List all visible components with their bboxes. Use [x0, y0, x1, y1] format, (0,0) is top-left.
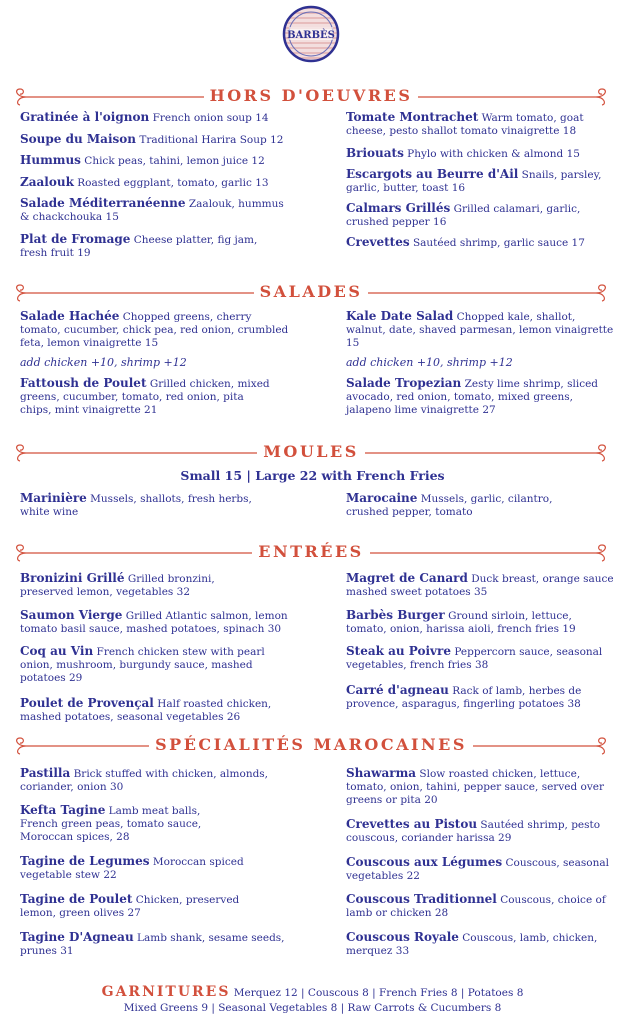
menu-item: [20, 931, 285, 958]
menu-item: [346, 202, 614, 229]
menu-item: [20, 767, 275, 794]
menu-item: [346, 147, 614, 161]
item-name: Salade Hachée: [20, 309, 120, 323]
item-desc: Half roasted chicken, mashed potatoes, seasonal vegetables 26: [20, 698, 272, 723]
item-name: Hummus: [20, 153, 81, 167]
menu-item: [346, 645, 614, 672]
item-name: Marinière: [20, 491, 87, 505]
item-name: Saumon Vierge: [20, 608, 123, 622]
item-desc: Chicken, preserved lemon, green olives 27: [20, 894, 240, 919]
item-desc: Moroccan spiced vegetable stew 22: [20, 856, 244, 881]
section-header-entrees: [12, 540, 610, 566]
item-desc: Lamb meat balls, French green peas, tomato sauce, Moroccan spices, 28: [20, 805, 202, 843]
item-name: Barbès Burger: [346, 608, 445, 622]
menu-item: [346, 767, 611, 807]
menu-item: [346, 492, 596, 519]
menu-item: [20, 154, 320, 168]
add-protein-note: add chicken +10, shrimp +12: [346, 356, 513, 369]
item-name: Zaalouk: [20, 175, 74, 189]
section-header-moules: [12, 440, 610, 466]
garnitures-list-2: Mixed Greens 9 | Seasonal Vegetables 8 | Raw Carrots & Cucumbers 8: [123, 1002, 502, 1014]
menu-item: [346, 893, 614, 920]
item-name: Shawarma: [346, 766, 417, 780]
menu-item: [346, 111, 614, 138]
section-title-hors: HORS D'OEUVRES: [204, 86, 419, 105]
logo-text: BARBÈS: [287, 30, 335, 41]
menu-item: [20, 111, 320, 125]
menu-item: [20, 804, 220, 844]
item-desc: Lamb shank, sesame seeds, prunes 31: [20, 932, 285, 957]
item-name: Plat de Fromage: [20, 232, 131, 246]
menu-item: [20, 133, 320, 147]
garnitures-line-1: [0, 986, 625, 1000]
item-name: Carré d'agneau: [346, 683, 449, 697]
item-desc: French onion soup 14: [152, 112, 269, 124]
item-desc: Slow roasted chicken, lettuce, tomato, onion, tahini, pepper sauce, served over greens or pita 20: [346, 768, 605, 806]
item-name: Steak au Poivre: [346, 644, 451, 658]
item-name: Kefta Tagine: [20, 803, 106, 817]
item-name: Soupe du Maison: [20, 132, 136, 146]
item-desc: Grilled calamari, garlic, crushed pepper 16: [346, 203, 581, 228]
item-desc: Brick stuffed with chicken, almonds, coriander, onion 30: [20, 768, 269, 793]
item-desc: Zaalouk, hummus & chackchouka 15: [20, 198, 284, 223]
menu-item: [346, 236, 614, 250]
menu-item: [346, 168, 614, 195]
item-desc: Sautéed shrimp, pesto couscous, coriander harissa 29: [346, 819, 601, 844]
item-name: Pastilla: [20, 766, 71, 780]
item-desc: Grilled Atlantic salmon, lemon tomato basil sauce, mashed potatoes, spinach 30: [20, 610, 288, 635]
item-desc: Grilled bronzini, preserved lemon, vegetables 32: [20, 573, 215, 598]
item-desc: Couscous, seasonal vegetables 22: [346, 857, 609, 882]
item-name: Fattoush de Poulet: [20, 376, 147, 390]
section-header-hors: [12, 84, 610, 110]
item-name: Gratinée à l'oignon: [20, 110, 150, 124]
garnitures-list-1: Merquez 12 | Couscous 8 | French Fries 8 | Potatoes 8: [233, 987, 524, 999]
item-name: Magret de Canard: [346, 571, 468, 585]
item-name: Marocaine: [346, 491, 418, 505]
menu-item: [20, 377, 270, 417]
item-desc: Couscous, choice of lamb or chicken 28: [346, 894, 606, 919]
menu-item: [346, 684, 616, 711]
menu-item: [346, 310, 618, 350]
moules-pricing: Small 15 | Large 22 with French Fries: [180, 468, 445, 483]
item-desc: Rack of lamb, herbes de provence, asparagus, fingerling potatoes 38: [346, 685, 582, 710]
menu-item: [346, 377, 606, 417]
item-desc: Chopped kale, shallot, walnut, date, shaved parmesan, lemon vinaigrette 15: [346, 311, 614, 349]
menu-item: [20, 855, 260, 882]
item-desc: Warm tomato, goat cheese, pesto shallot tomato vinaigrette 18: [346, 112, 584, 137]
item-name: Kale Date Salad: [346, 309, 454, 323]
item-name: Coq au Vin: [20, 644, 94, 658]
item-name: Couscous Traditionnel: [346, 892, 497, 906]
item-name: Salade Tropezian: [346, 376, 462, 390]
menu-item: [20, 176, 320, 190]
section-title-moules: MOULES: [257, 442, 365, 461]
item-name: Tagine de Legumes: [20, 854, 150, 868]
menu-item: [20, 893, 275, 920]
menu-item: [346, 572, 618, 599]
item-desc: Grilled chicken, mixed greens, cucumber, tomato, red onion, pita chips, mint vinaigrette 21: [20, 378, 270, 416]
item-desc: Mussels, garlic, cilantro, crushed pepper, tomato: [346, 493, 553, 518]
section-title-entrees: ENTRÉES: [252, 542, 369, 561]
menu-item: [20, 233, 270, 260]
menu-item: [346, 931, 606, 958]
item-name: Calmars Grillés: [346, 201, 451, 215]
item-name: Poulet de Provençal: [20, 696, 154, 710]
add-protein-note: add chicken +10, shrimp +12: [20, 356, 187, 369]
item-desc: Duck breast, orange sauce mashed sweet potatoes 35: [346, 573, 614, 598]
section-header-salades: [12, 280, 610, 306]
menu-item: [20, 609, 300, 636]
item-name: Tomate Montrachet: [346, 110, 479, 124]
item-name: Couscous aux Légumes: [346, 855, 503, 869]
item-name: Couscous Royale: [346, 930, 459, 944]
menu-item: [20, 197, 290, 224]
menu-item: [346, 609, 611, 636]
item-desc: Sautéed shrimp, garlic sauce 17: [412, 237, 585, 249]
item-name: Tagine D'Agneau: [20, 930, 134, 944]
garnitures-title: GARNITURES: [101, 984, 231, 1000]
item-desc: Phylo with chicken & almond 15: [407, 148, 580, 160]
item-desc: Roasted eggplant, tomato, garlic 13: [77, 177, 269, 189]
item-desc: Peppercorn sauce, seasonal vegetables, french fries 38: [346, 646, 603, 671]
menu-item: [20, 697, 280, 724]
item-desc: Ground sirloin, lettuce, tomato, onion, harissa aioli, french fries 19: [346, 610, 576, 635]
menu-item: [20, 492, 265, 519]
section-title-specialites: SPÉCIALITÉS MAROCAINES: [149, 735, 473, 754]
item-name: Briouats: [346, 146, 404, 160]
item-name: Crevettes au Pistou: [346, 817, 478, 831]
item-name: Tagine de Poulet: [20, 892, 133, 906]
item-desc: Snails, parsley, garlic, butter, toast 16: [346, 169, 602, 194]
section-header-specialites: [12, 733, 610, 759]
menu-item: [346, 856, 616, 883]
item-desc: Chopped greens, cherry tomato, cucumber, chick pea, red onion, crumbled feta, lemon vinaigrette 15: [20, 311, 289, 349]
item-name: Bronizini Grillé: [20, 571, 125, 585]
item-desc: Cheese platter, fig jam, fresh fruit 19: [20, 234, 258, 259]
item-name: Salade Méditerranéenne: [20, 196, 186, 210]
menu-item: [20, 310, 290, 350]
menu-item: [20, 645, 290, 685]
item-desc: Traditional Harira Soup 12: [139, 134, 284, 146]
menu-item: [20, 572, 265, 599]
item-desc: Couscous, lamb, chicken, merquez 33: [346, 932, 598, 957]
garnitures-line-2: [0, 1002, 625, 1015]
item-name: Crevettes: [346, 235, 410, 249]
barbes-logo: [275, 2, 347, 66]
section-title-salades: SALADES: [254, 282, 369, 301]
item-desc: Mussels, shallots, fresh herbs, white wine: [20, 493, 252, 518]
item-desc: French chicken stew with pearl onion, mushroom, burgundy sauce, mashed potatoes 29: [20, 646, 265, 684]
item-desc: Chick peas, tahini, lemon juice 12: [84, 155, 265, 167]
item-name: Escargots au Beurre d'Ail: [346, 167, 519, 181]
menu-item: [346, 818, 606, 845]
item-desc: Zesty lime shrimp, sliced avocado, red onion, tomato, mixed greens, jalapeno lime vinaigrette 27: [346, 378, 599, 416]
